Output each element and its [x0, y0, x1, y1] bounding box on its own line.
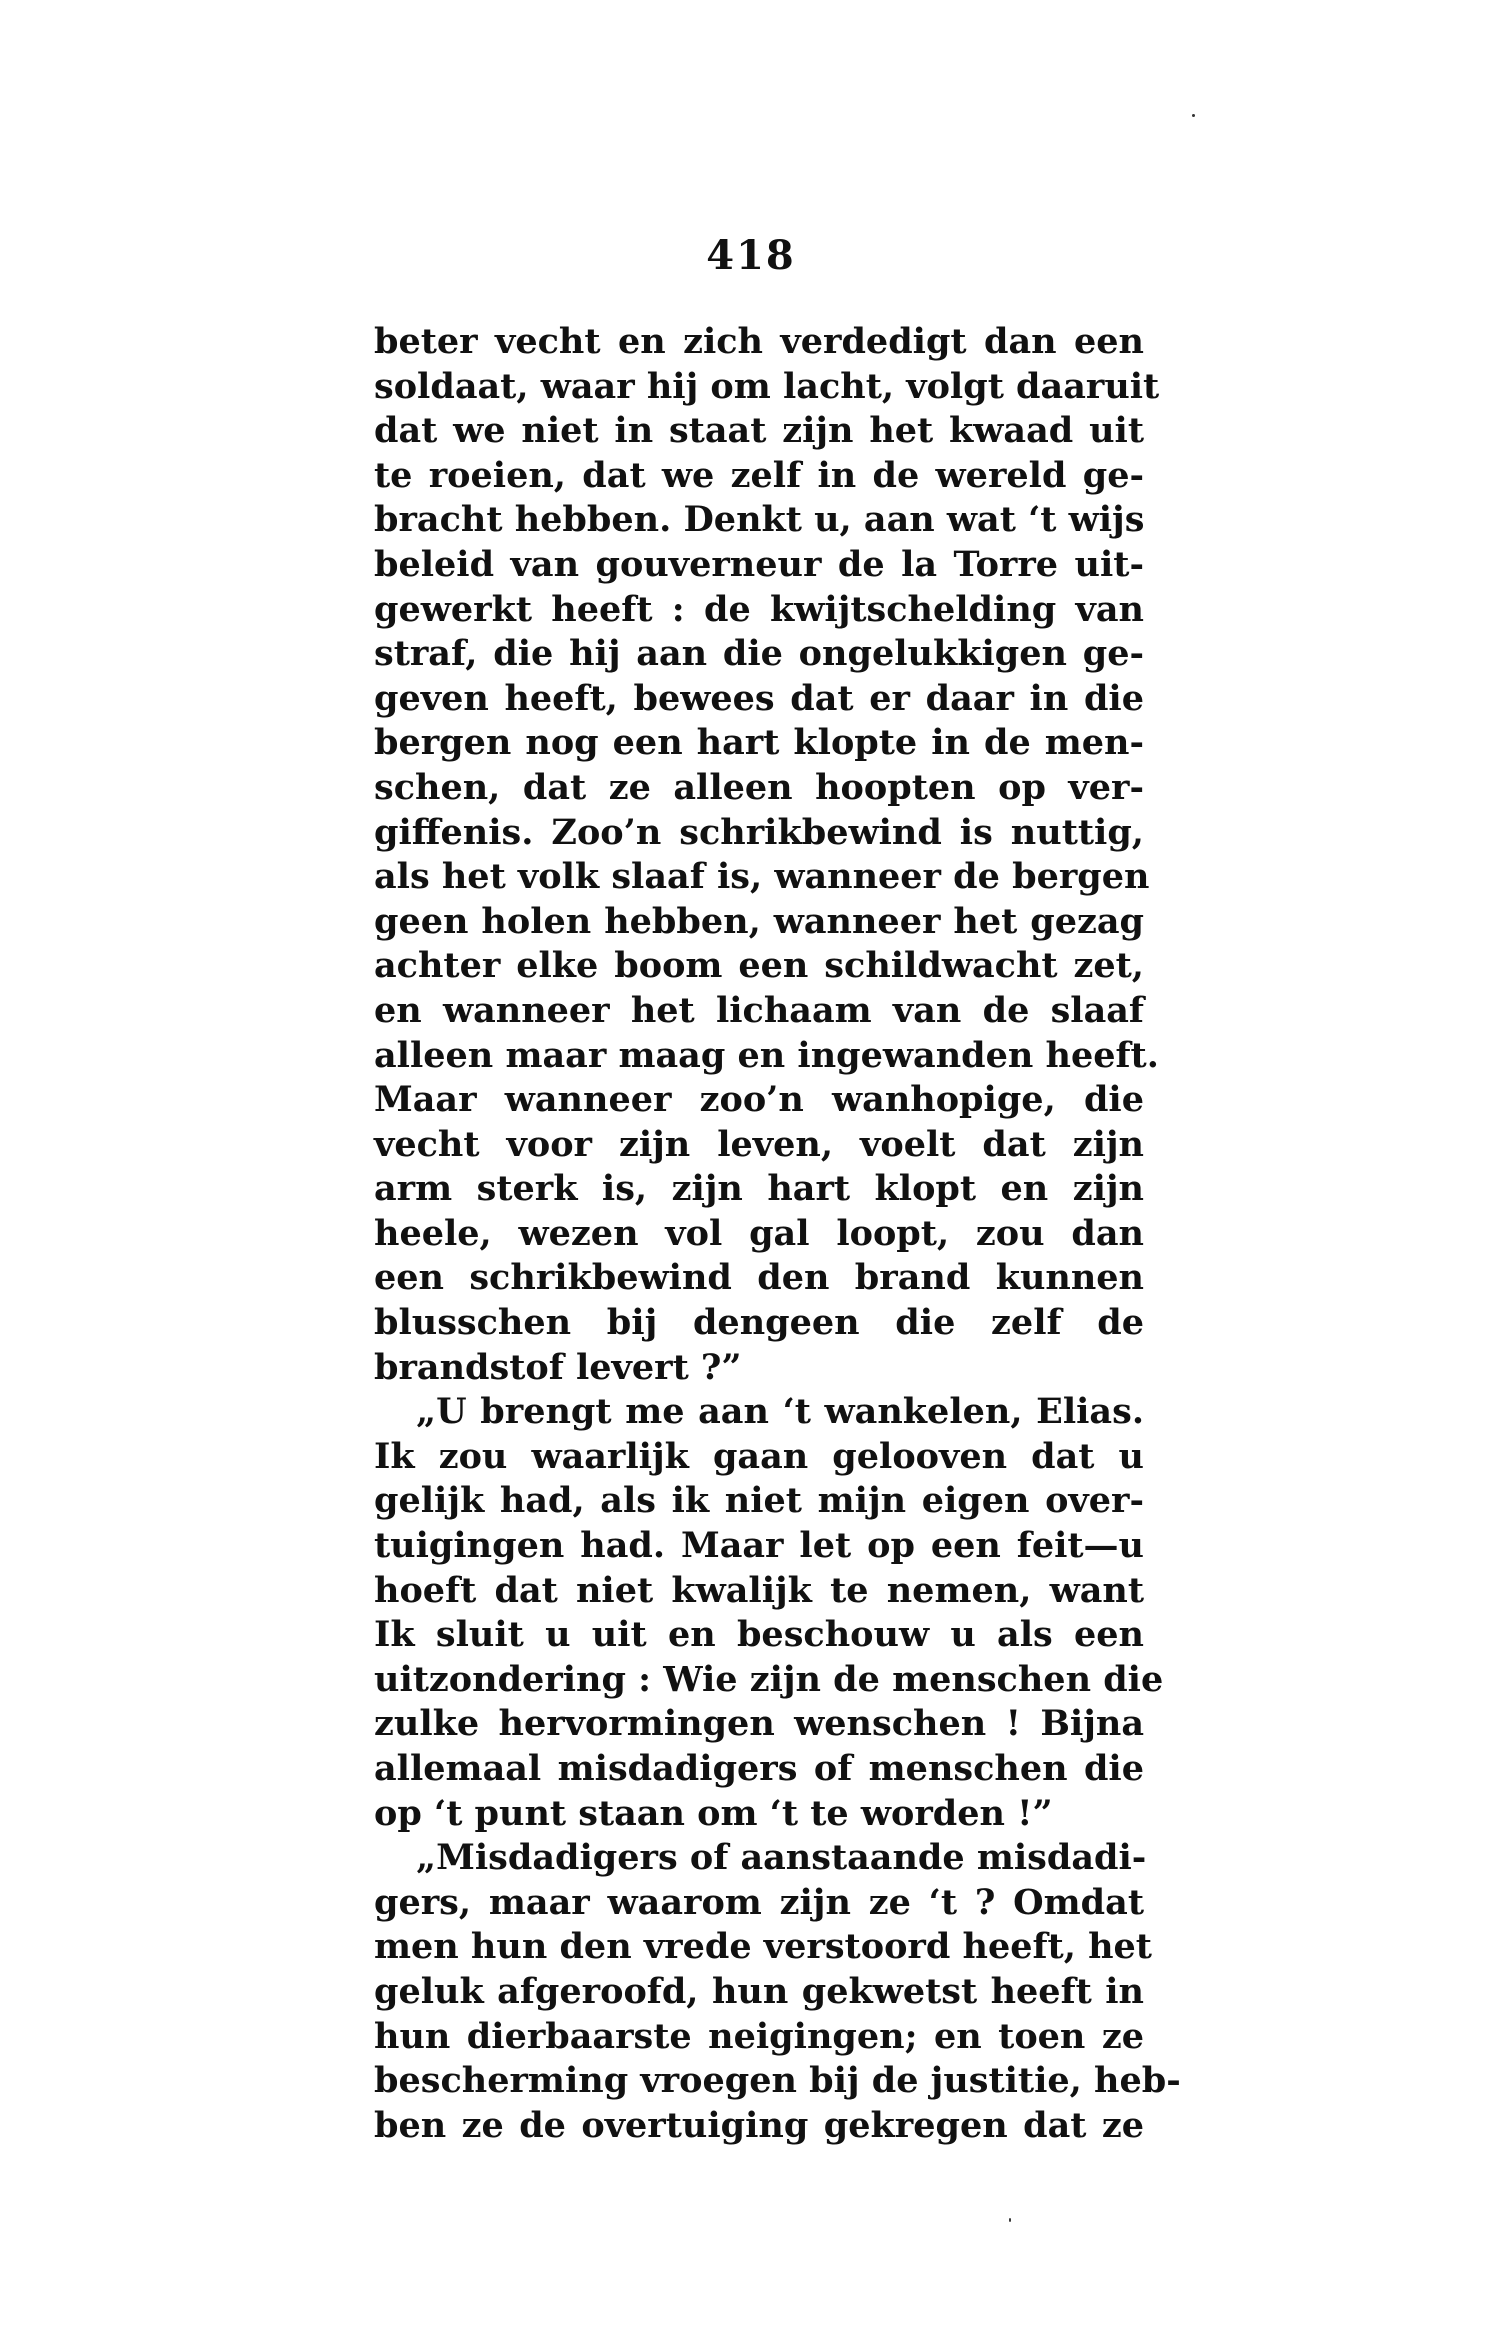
text-line: bergen nog een hart klopte in de men-: [374, 722, 1144, 764]
text-line: bescherming vroegen bij de justitie, heb-: [374, 2060, 1181, 2102]
text-line: hoeft dat niet kwalijk te nemen, want: [374, 1569, 1144, 1611]
text-line: alleen maar maag en ingewanden heeft.: [374, 1034, 1159, 1076]
text-line: giffenis. Zoo’n schrikbewind is nuttig,: [374, 811, 1144, 853]
text-line: Maar wanneer zoo’n wanhopige, die: [374, 1079, 1144, 1121]
text-line: geluk afgeroofd, hun gekwetst heeft in: [374, 1970, 1144, 2012]
text-line: en wanneer het lichaam van de slaaf: [374, 989, 1144, 1031]
text-line: schen, dat ze alleen hoopten op ver-: [374, 766, 1144, 808]
text-line: beter vecht en zich verdedigt dan een: [374, 321, 1144, 362]
text-line: dat we niet in staat zijn het kwaad uit: [374, 410, 1144, 452]
text-line: „U brengt me aan ‘t wankelen, Elias.: [416, 1391, 1144, 1433]
text-line: straf, die hij aan die ongelukkigen ge-: [374, 633, 1144, 675]
text-line: hun dierbaarste neigingen; en toen ze: [374, 2015, 1144, 2057]
text-line: Ik sluit u uit en beschouw u als een: [374, 1614, 1144, 1656]
text-line: als het volk slaaf is, wanneer de bergen: [374, 856, 1150, 898]
text-line: bracht hebben. Denkt u, aan wat ‘t wijs: [374, 499, 1145, 541]
text-line: men hun den vrede verstoord heeft, het: [374, 1926, 1152, 1968]
text-line: geen holen hebben, wanneer het gezag: [374, 900, 1144, 942]
text-line: blusschen bij dengeen die zelf de: [374, 1302, 1144, 1344]
text-line: tuigingen had. Maar let op een feit—u: [374, 1525, 1144, 1567]
print-speck: [1192, 114, 1195, 117]
text-line: Ik zou waarlijk gaan gelooven dat u: [374, 1435, 1144, 1477]
text-line: gewerkt heeft : de kwijtschelding van: [374, 588, 1144, 630]
text-line: „Misdadigers of aanstaande misdadi-: [416, 1837, 1147, 1879]
text-line: soldaat, waar hij om lacht, volgt daaruit: [374, 365, 1160, 407]
text-line: gers, maar waarom zijn ze ‘t ? Omdat: [374, 1881, 1144, 1923]
text-line: brandstof levert ?”: [374, 1346, 742, 1388]
text-line: allemaal misdadigers of menschen die: [374, 1748, 1144, 1789]
text-line: uitzondering : Wie zijn de menschen die: [374, 1658, 1164, 1700]
body-text: [374, 320, 1181, 2148]
text-line: zulke hervormingen wenschen ! Bijna: [374, 1703, 1144, 1745]
text-line: geven heeft, bewees dat er daar in die: [374, 677, 1144, 719]
print-speck: [1009, 2218, 1011, 2222]
text-line: ben ze de overtuiging gekregen dat ze: [374, 2104, 1144, 2146]
text-line: beleid van gouverneur de la Torre uit-: [374, 543, 1144, 585]
text-line: arm sterk is, zijn hart klopt en zijn: [374, 1168, 1144, 1210]
text-line: te roeien, dat we zelf in de wereld ge-: [374, 454, 1144, 496]
text-line: vecht voor zijn leven, voelt dat zijn: [374, 1123, 1144, 1165]
text-line: heele, wezen vol gal loopt, zou dan: [374, 1212, 1144, 1254]
text-line: gelijk had, als ik niet mijn eigen over-: [374, 1480, 1144, 1522]
text-line: op ‘t punt staan om ‘t te worden !”: [374, 1792, 1053, 1834]
page-number: 418: [706, 232, 796, 279]
text-line: achter elke boom een schildwacht zet,: [374, 945, 1144, 987]
text-line: een schrikbewind den brand kunnen: [374, 1257, 1144, 1299]
